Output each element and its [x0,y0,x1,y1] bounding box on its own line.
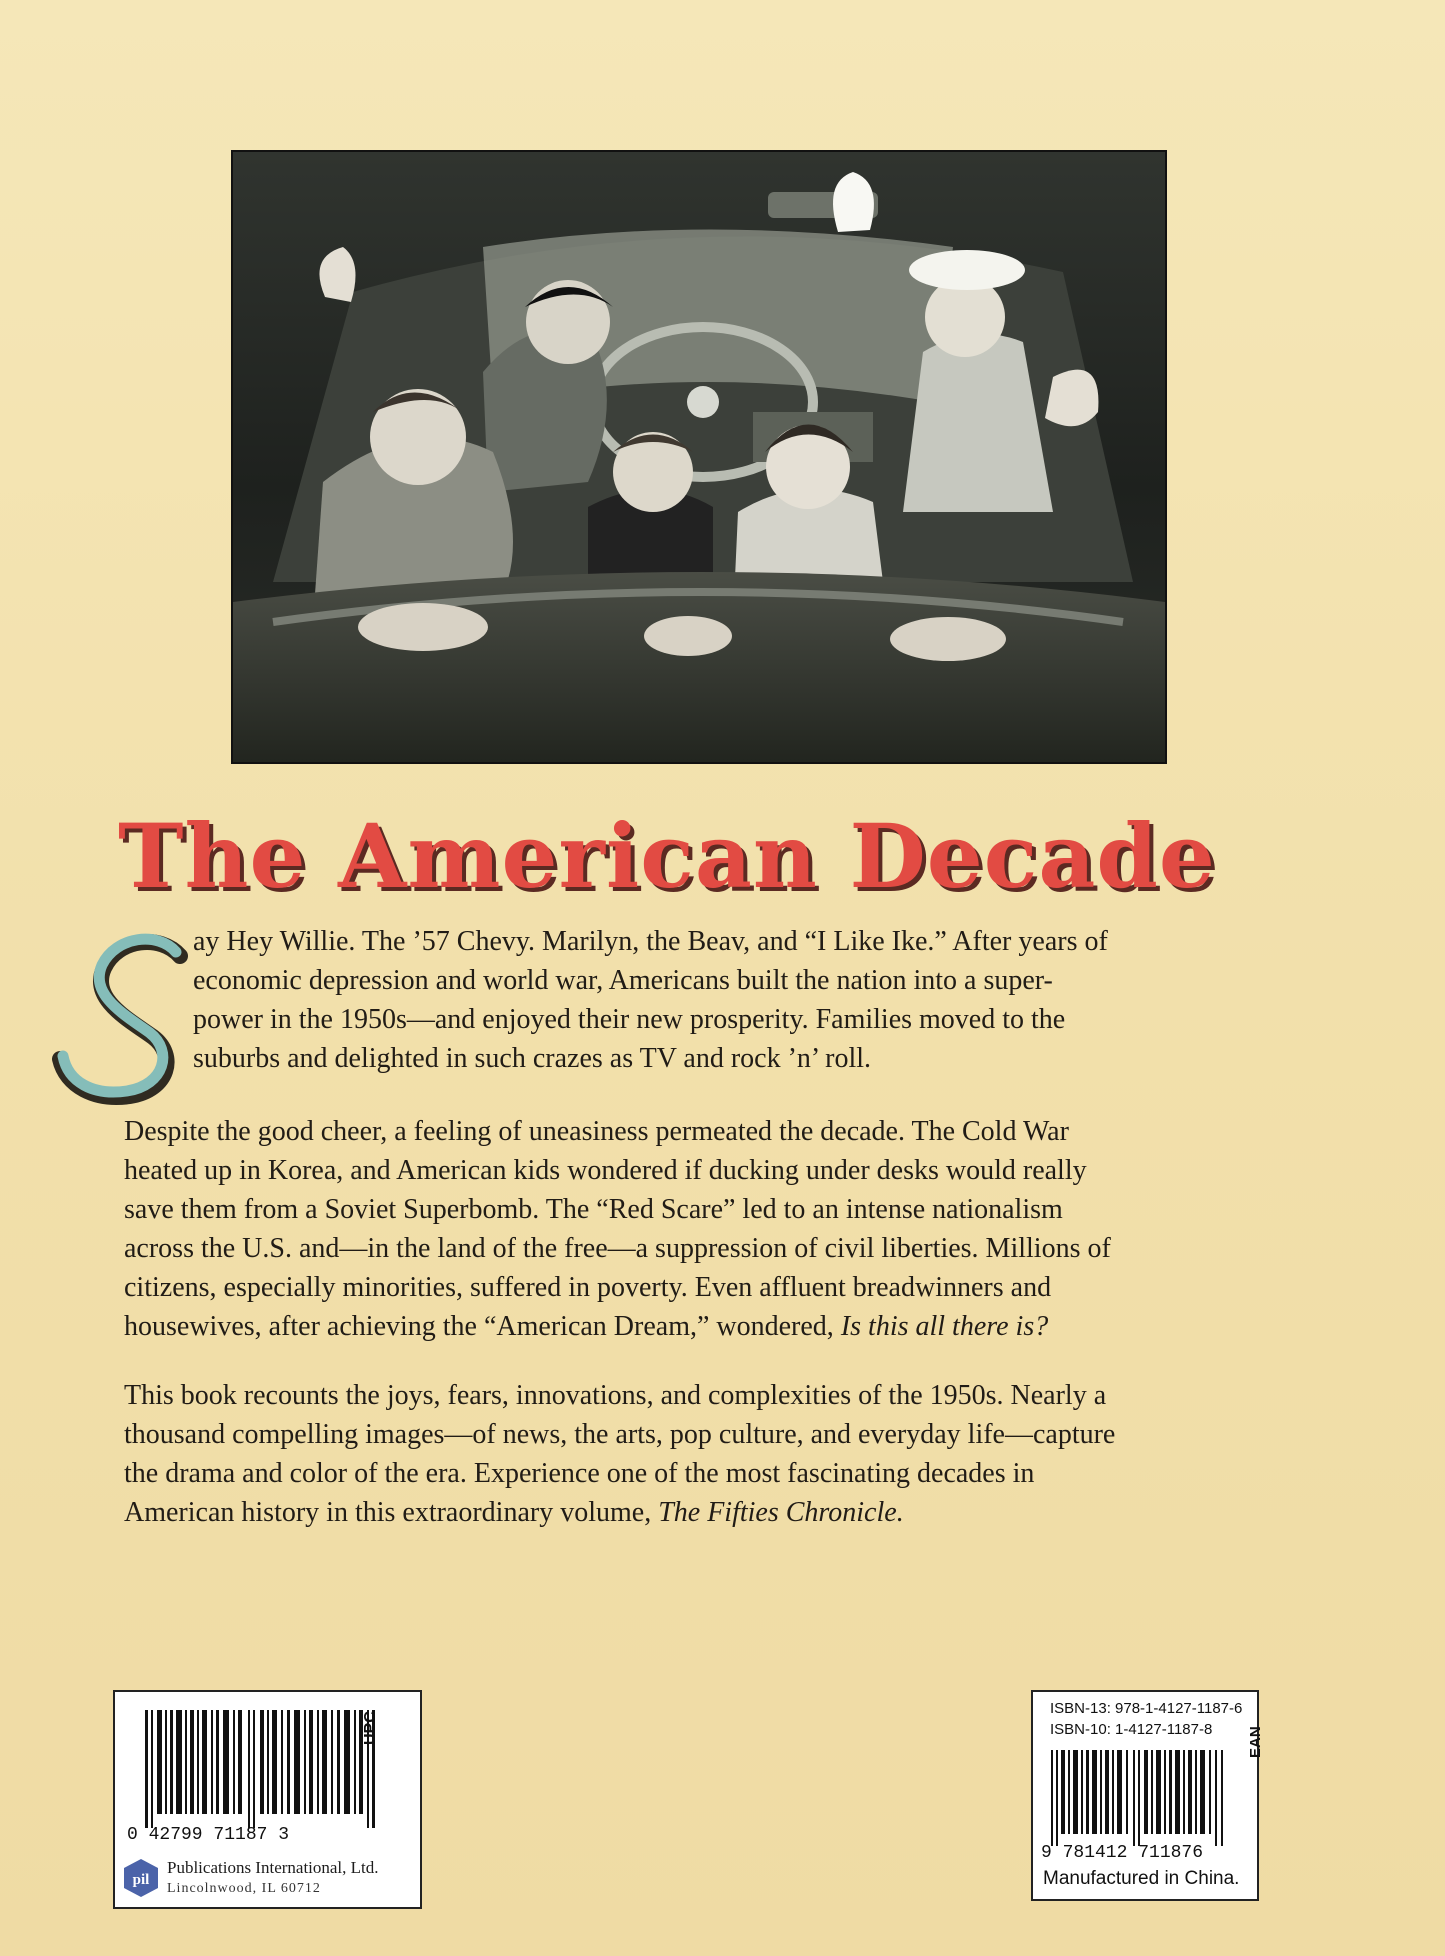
publisher-city: Lincolnwood, IL 60712 [167,1881,321,1896]
body-line: across the U.S. and—in the land of the free—a suppression of civil liberties. Millions of [124,1233,1111,1264]
upc-barcode-icon [145,1710,375,1828]
intro-line: economic depression and world war, Americans built the nation into a super- [193,965,1053,996]
isbn-13: ISBN-13: 978-1-4127-1187-6 [1050,1700,1243,1717]
body-line: save them from a Soviet Superbomb. The “Red Scare” led to an intense nationalism [124,1194,1063,1225]
vintage-family-car-photo-icon [233,152,1165,762]
cover-photo [233,152,1165,762]
ean-label: EAN [1247,1726,1264,1758]
body-line: This book recounts the joys, fears, innovations, and complexities of the 1950s. Nearly a [124,1380,1107,1411]
intro-line: ay Hey Willie. The ’57 Chevy. Marilyn, the Beav, and “I Like Ike.” After years of [193,926,1108,957]
body-line: Despite the good cheer, a feeling of uneasiness permeated the decade. The Cold War [124,1116,1069,1147]
publisher-logo-icon [121,1858,161,1898]
intro-line: power in the 1950s—and enjoyed their new prosperity. Families moved to the [193,1004,1066,1035]
body-line: the drama and color of the era. Experience one of the most fascinating decades in [124,1458,1035,1489]
body-line-text: American history in this extraordinary volume, [124,1497,659,1528]
publisher-name: Publications International, Ltd. [167,1858,379,1877]
drop-cap-letter [52,928,202,1108]
upc-digits: 0 42799 71187 3 [127,1825,290,1845]
ean-barcode-icon [1051,1750,1227,1846]
isbn-10: ISBN-10: 1-4127-1187-8 [1050,1721,1213,1738]
body-line: thousand compelling images—of news, the arts, pop culture, and everyday life—capture [124,1419,1116,1450]
publisher-logo-text: pil [132,1872,150,1888]
body-line [124,1307,1304,1346]
book-name-italic: The Fifties Chronicle. [658,1497,904,1528]
upc-label: UPC [362,1711,379,1745]
intro-paragraph [193,922,1283,1078]
manufactured-in: Manufactured in China. [1043,1868,1240,1889]
ean-digits: 9 781412 711876 [1041,1843,1204,1863]
body-line-text: housewives, after achieving the “American Dream,” wondered, [124,1311,841,1342]
body-paragraph-book-summary [124,1376,1304,1532]
body-paragraph-uneasiness [124,1112,1304,1346]
body-line: heated up in Korea, and American kids wondered if ducking under desks would really [124,1155,1087,1186]
body-line [124,1493,1304,1532]
book-title: The American Decade [118,804,1216,908]
ean-barcode-label [1031,1690,1259,1901]
body-line: citizens, especially minorities, suffered in poverty. Even affluent breadwinners and [124,1272,1052,1303]
italic-question: Is this all there is? [840,1311,1049,1342]
intro-line: suburbs and delighted in such crazes as TV and rock ’n’ roll. [193,1043,872,1074]
